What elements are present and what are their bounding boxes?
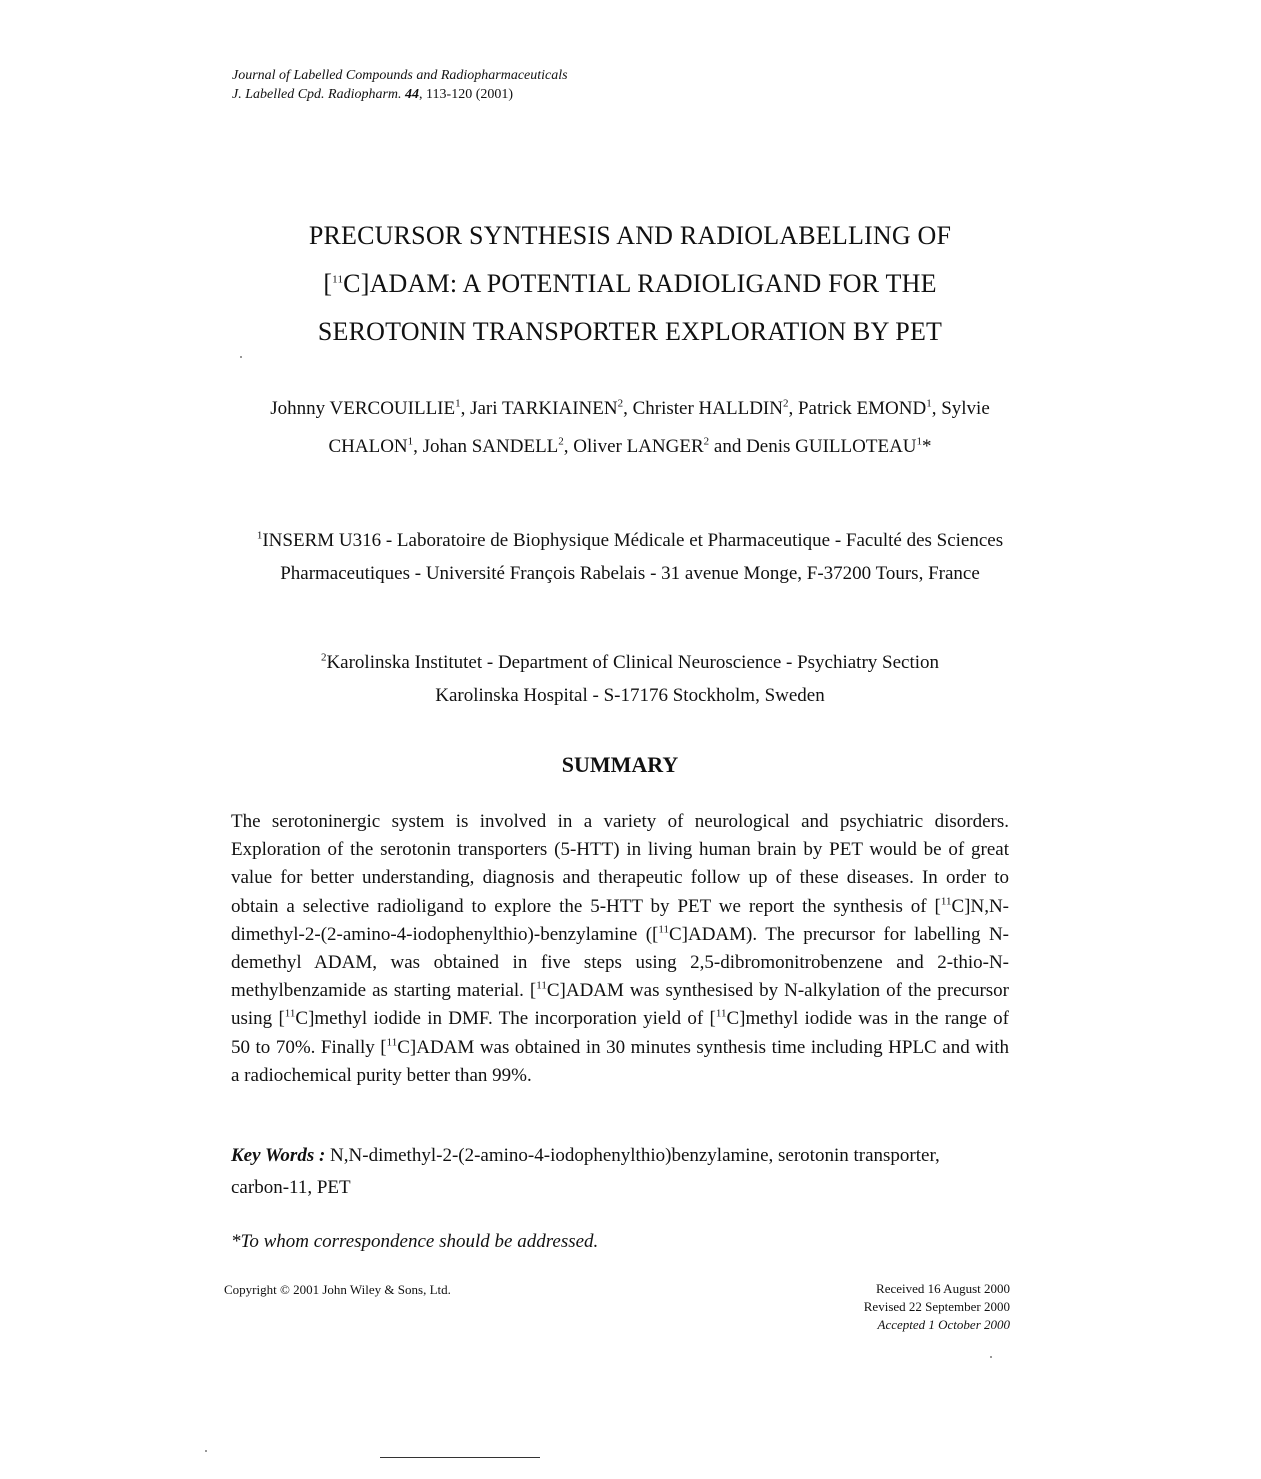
scan-speck <box>240 356 242 358</box>
affiliation-1-sup: 1 <box>256 529 263 542</box>
journal-name: Journal of Labelled Compounds and Radiopharmaceuticals <box>232 68 568 83</box>
citation-volume: 44 <box>405 87 420 102</box>
keywords-text: N,N-dimethyl-2-(2-amino-4-iodophenylthio)benzylamine, serotonin transporter, carbon-11, PET <box>231 1145 940 1198</box>
author: Oliver LANGER$^2$ and <box>573 435 747 457</box>
citation-pages: , 113-120 (2001) <box>419 87 514 102</box>
received-date: Received 16 August 2000 <box>876 1281 1010 1296</box>
affiliation-1 <box>230 524 1030 590</box>
author: Sylvie CHALON$^1$, <box>328 398 990 457</box>
keywords <box>231 1140 991 1204</box>
affiliation-1-text: INSERM U316 - Laboratoire de Biophysique Médicale et Pharmaceutique - Faculté des Sciences Pharmaceutiques - Université François Rabelais - 31 avenue Monge, F-37200 Tours, France <box>262 530 1004 584</box>
citation-prefix: J. Labelled Cpd. Radiopharm. <box>232 87 402 102</box>
journal-citation <box>232 85 568 104</box>
summary-text: The serotoninergic system is involved in a variety of neurological and psychiatric disorders. Exploration of the serotonin transporters (5-HTT) in living human brain by PET would be of great value for better understanding, diagnosis and therapeutic follow up of these diseases. In order to obtain a selective radioligand to explore the 5-HTT by PET we report the synthesis of [$^{11}$C]N,N-dimethyl-2-(2-amino-4-iodophenylthio)-benzylamine ([$^{11}$C]ADAM). The precursor for labelling N-demethyl ADAM, was obtained in five steps using 2,5-dibromonitrobenzene and 2-thio-N-methylbenzamide as starting material. [$^{11}$C]ADAM was synthesised by N-alkylation of the precursor using [$^{11}$C]methyl iodide in DMF. The incorporation yield of [$^{11}$C]methyl iodide was in the range of 50 to 70%. Finally [$^{11}$C]ADAM was obtained in 30 minutes synthesis time including HPLC and with a radiochemical purity better than 99%. <box>231 811 1010 1086</box>
accepted-date: Accepted 1 October 2000 <box>877 1317 1010 1332</box>
paper-title <box>200 212 1060 356</box>
manuscript-dates <box>780 1280 1010 1334</box>
title-line-3: SEROTONIN TRANSPORTER EXPLORATION BY PET <box>317 317 943 346</box>
title-line-2 <box>200 260 1060 308</box>
correspondence-note: *To whom correspondence should be addressed. <box>231 1231 599 1252</box>
title-line-2-text: C]ADAM: A POTENTIAL RADIOLIGAND FOR THE <box>343 269 937 298</box>
author: Johnny VERCOUILLIE$^1$, <box>270 397 471 419</box>
author: Christer HALLDIN$^2$, <box>632 397 798 419</box>
scan-artifact-line <box>380 1457 540 1458</box>
summary-heading: SUMMARY <box>561 752 679 777</box>
author: Patrick EMOND$^1$, <box>797 397 942 419</box>
author: Johan SANDELL$^2$, <box>422 435 574 457</box>
title-isotope-sup: 11 <box>332 273 344 286</box>
author-list <box>230 390 1030 466</box>
scan-speck <box>990 1356 992 1358</box>
keywords-label: Key Words : <box>231 1145 326 1166</box>
affiliation-2-line-2: Karolinska Hospital - S-17176 Stockholm, Sweden <box>435 685 825 706</box>
journal-header <box>232 66 568 104</box>
copyright: Copyright © 2001 John Wiley & Sons, Ltd. <box>224 1282 451 1297</box>
author: Jari TARKIAINEN$^2$, <box>470 397 633 419</box>
affiliation-2-line-1: Karolinska Institutet - Department of Clinical Neuroscience - Psychiatry Section <box>326 652 940 673</box>
affiliation-2-sup: 2 <box>320 651 327 664</box>
author: Denis GUILLOTEAU$^1$* <box>746 435 932 457</box>
scan-speck <box>205 1450 207 1452</box>
title-line-1: PRECURSOR SYNTHESIS AND RADIOLABELLING OF <box>308 221 952 250</box>
title-bracket: [ <box>323 269 333 298</box>
revised-date: Revised 22 September 2000 <box>863 1299 1010 1314</box>
affiliation-2 <box>210 646 1050 712</box>
